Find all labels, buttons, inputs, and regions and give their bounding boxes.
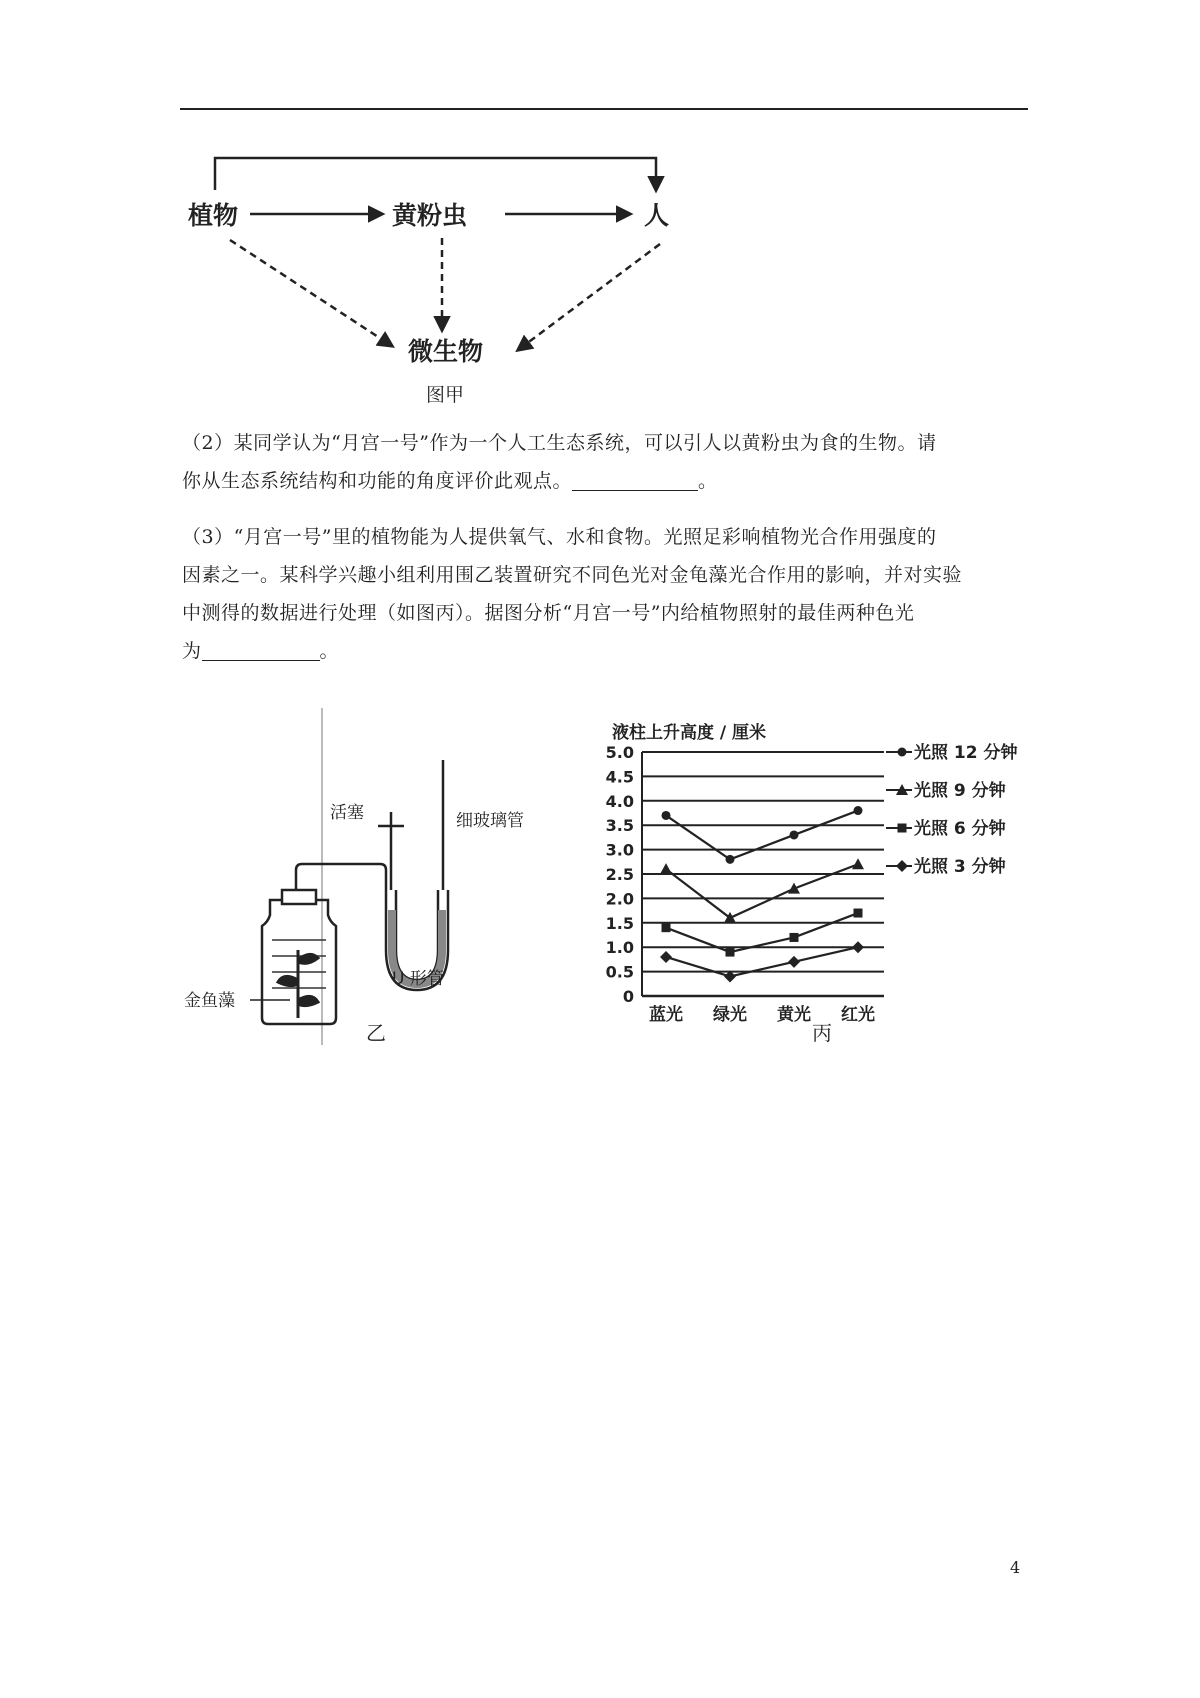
y-tick-label: 3.0 <box>605 840 634 860</box>
legend-label: 光照 6 分钟 <box>914 819 1006 839</box>
x-tick-label: 绿光 <box>713 1005 747 1025</box>
data-point <box>852 941 864 953</box>
data-point <box>790 933 799 942</box>
legend-label: 光照 9 分钟 <box>914 781 1006 801</box>
data-point <box>788 956 800 968</box>
q3-line3: 中测得的数据进行处理（如图丙）。据图分析“月宫一号”内给植物照射的最佳两种色光 <box>182 602 915 624</box>
question-3 <box>182 518 1028 670</box>
q2-line1: （2）某同学认为“月宫一号”作为一个人工生态系统，可以引人以黄粉虫为食的生物。请 <box>182 432 937 454</box>
answer-blank-q2[interactable] <box>572 470 698 491</box>
data-point <box>660 951 672 963</box>
y-tick-label: 2.0 <box>605 889 634 909</box>
y-tick-label: 0 <box>622 987 634 1006</box>
series-line <box>666 811 858 860</box>
node-mealworm: 黄粉虫 <box>392 201 468 230</box>
data-point <box>662 923 671 932</box>
y-tick-label: 2.5 <box>605 865 634 884</box>
data-point <box>726 948 735 957</box>
data-point <box>852 858 864 869</box>
y-tick-label: 4.0 <box>605 791 634 811</box>
dashed-arrow-human-to-microbe <box>518 244 660 350</box>
y-tick-label: 5.0 <box>605 743 634 762</box>
q3-line2: 因素之一。某科学兴趣小组利用围乙装置研究不同色光对金龟藻光合作用的影响，并对实验 <box>182 564 963 586</box>
q3-line1: （3）“月宫一号”里的植物能为人提供氧气、水和食物。光照足彩响植物光合作用强度的 <box>182 526 937 548</box>
q3-line4-end: 。 <box>319 640 340 662</box>
node-microbe: 微生物 <box>408 337 484 366</box>
node-human: 人 <box>644 201 670 230</box>
x-tick-label: 黄光 <box>777 1005 811 1025</box>
data-point <box>898 824 907 833</box>
q2-line2-end: 。 <box>698 470 718 492</box>
question-2 <box>182 424 1028 500</box>
data-point <box>854 909 863 918</box>
data-point <box>660 863 672 874</box>
q2-line2-text: 你从生态系统结构和功能的角度评价此观点。 <box>182 470 573 492</box>
chart-title: 液柱上升高度 / 厘米 <box>612 723 767 743</box>
y-tick-label: 1.5 <box>605 913 634 933</box>
data-point <box>662 811 671 820</box>
data-point <box>854 806 863 815</box>
label-u-tube: U 形管 <box>392 969 444 989</box>
x-tick-label: 红光 <box>841 1005 875 1025</box>
series-line <box>666 864 858 918</box>
data-point <box>790 830 799 839</box>
legend-label: 光照 3 分钟 <box>914 857 1006 877</box>
q3-line4-text: 为 <box>182 640 202 662</box>
legend-label: 光照 12 分钟 <box>914 743 1018 763</box>
page-number: 4 <box>1010 1558 1021 1577</box>
label-stopcock: 活塞 <box>330 803 364 823</box>
data-point <box>896 860 908 872</box>
top-arrow-plant-to-human <box>215 158 656 190</box>
node-plant: 植物 <box>188 201 239 230</box>
y-tick-label: 1.0 <box>605 938 634 958</box>
x-tick-label: 蓝光 <box>649 1005 683 1025</box>
figure-c-caption: 丙 <box>812 1021 832 1045</box>
answer-blank-q3[interactable] <box>202 640 320 661</box>
figure-a-caption: 图甲 <box>426 384 465 406</box>
label-plant: 金鱼藻 <box>184 991 235 1011</box>
y-tick-label: 4.5 <box>605 767 634 787</box>
data-point <box>898 748 907 757</box>
figure-b-caption: 乙 <box>366 1021 386 1045</box>
food-web-diagram <box>0 0 1200 380</box>
label-thin-tube: 细玻璃管 <box>456 811 524 831</box>
y-tick-label: 0.5 <box>605 962 634 982</box>
y-tick-label: 3.5 <box>605 816 634 836</box>
line-chart <box>0 700 1200 1050</box>
data-point <box>726 855 735 864</box>
dashed-arrow-plant-to-microbe <box>230 240 392 346</box>
